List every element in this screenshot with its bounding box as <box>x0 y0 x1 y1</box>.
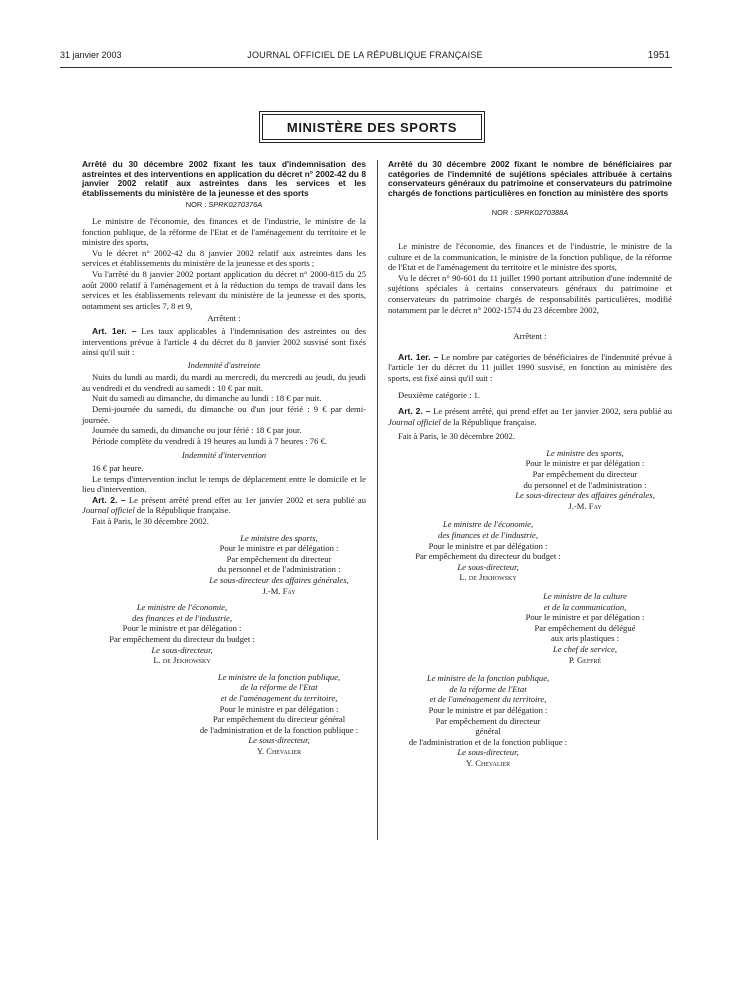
right-fait: Fait à Paris, le 30 décembre 2002. <box>398 431 515 442</box>
left-signature-sports: Le ministre des sports, Pour le ministre et par délégation : Par empêchement du directeur du personnel et de l'administration : Le sous-directeur des affaires générales, J.-M. Fay <box>209 532 349 596</box>
left-article-1: Art. 1er. – Les taux applicables à l'indemnisation des astreintes ou des interventions prévue à l'article 4 du décret du 8 janvier 2002 susvisé sont fixés ainsi qu'il suit : <box>82 325 366 358</box>
right-column <box>388 160 672 769</box>
right-article-1: Art. 1er. – Le nombre par catégories de bénéficiaires de l'indemnité prévue à l'article 1er du décret du 11 juillet 1990 susvisé, en fonction au ministère des sports, est fixé ainsi qu'il suit : <box>388 351 672 383</box>
left-astreinte-2: Nuit du samedi au dimanche, du dimanche au lundi : 18 € par nuit. <box>92 393 322 404</box>
right-signature-sports: Le ministre des sports, Pour le ministre et par délégation : Par empêchement du directeur du personnel et de l'administration : Le sous-directeur des affaires générales, J.-M. Fay <box>515 447 655 511</box>
right-signature-fonction-publique: Le ministre de la fonction publique, de la réforme de l'Etat et de l'aménagement du territoire, Pour le ministre et par délégation : Par empêchement du directeur général de l'administration et de la fonction publique : Le sous-directeur, Y. Chevalier <box>408 673 568 768</box>
left-visa-2: Vu l'arrêté du 8 janvier 2002 portant application du décret n° 2000-815 du 25 août 2000 relatif à l'aménagement et à la réduction du temps de travail dans les services et les établissements relevant du ministère de la jeunesse et des sports, notamment ses articles 7, 8 et 9, <box>82 268 366 311</box>
issue-date: 31 janvier 2003 <box>60 50 122 60</box>
right-nor: NOR : SPRK0270388A <box>491 208 569 218</box>
left-astreinte-5: Période complète du vendredi à 19 heures au lundi à 7 heures : 76 €. <box>92 435 328 446</box>
left-nor-code: SPRK0270376A <box>208 200 263 210</box>
left-astreinte-4: Journée du samedi, du dimanche ou jour férié : 18 € par jour. <box>92 425 302 436</box>
left-subheading-intervention: Indemnité d'intervention <box>181 450 267 461</box>
left-intervention-2: Le temps d'intervention inclut le temps de déplacement entre le domicile et le lieu d'intervention. <box>82 473 366 495</box>
left-nor: NOR : SPRK0270376A <box>185 200 263 210</box>
left-visa-1: Vu le décret n° 2002-42 du 8 janvier 2002 relatif aux astreintes dans les services et établissements du ministère de la jeunesse et des sports ; <box>82 247 366 269</box>
journal-title: JOURNAL OFFICIEL DE LA RÉPUBLIQUE FRANÇAISE <box>247 50 483 60</box>
left-preamble: Le ministre de l'économie, des finances et de l'industrie, le ministre de la fonction publique, de la réforme de l'Etat et de l'aménagement du territoire et le ministre des sports, <box>82 215 366 248</box>
right-preamble: Le ministre de l'économie, des finances et de l'industrie, le ministre de la culture et de la communication, le ministre de la fonction publique, de la réforme de l'Etat et de l'aménagement du territoire et le ministre des sports, <box>388 240 672 273</box>
left-intervention-1: 16 € par heure. <box>92 463 144 474</box>
left-signature-economie: Le ministre de l'économie, des finances et de l'industrie, Pour le ministre et par délégation : Par empêchement du directeur du budget : Le sous-directeur, L. de Jekhowsky <box>109 602 255 666</box>
right-signature-culture: Le ministre de la culture et de la communication, Pour le ministre et par délégation : Par empêchement du délégué aux arts plastiques : Le chef de service, P. Geffré <box>525 591 645 665</box>
right-visa-1: Vu le décret n° 90-601 du 11 juillet 1990 portant attribution d'une indemnité de sujétions spéciales à certains conservateurs généraux du patrimoine et conservateurs du patrimoine chargés de responsabilités particulières, modifié notamment par le décret n° 2002-1574 du 23 décembre 2002, <box>388 272 672 315</box>
right-article-2: Art. 2. – Le présent arrêté, qui prend effet au 1er janvier 2002, sera publié au Journal officiel de la République française. <box>388 406 672 427</box>
left-arretent: Arrêtent : <box>207 313 241 324</box>
column-divider <box>377 160 378 840</box>
ministry-heading: MINISTÈRE DES SPORTS <box>262 114 482 140</box>
page-header <box>60 50 670 66</box>
left-column <box>82 160 366 756</box>
right-signature-economie: Le ministre de l'économie, des finances et de l'industrie, Pour le ministre et par délégation : Par empêchement du directeur du budget : Le sous-directeur, L. de Jekhowsky <box>415 519 561 583</box>
right-categorie: Deuxième catégorie : 1. <box>398 389 481 400</box>
right-decree-title: Arrêté du 30 décembre 2002 fixant le nombre de bénéficiaires par catégories de l'indemnité de sujétions spéciales attribuée à certains conservateurs généraux du patrimoine et conservateurs du patrimoine chargés de fonctions particulières en fonction au ministère des sports <box>388 159 672 198</box>
page-number: 1951 <box>647 50 670 61</box>
left-astreinte-1: Nuits du lundi au mardi, du mardi au mercredi, du mercredi au jeudi, du jeudi au vendredi et du vendredi au samedi : 10 € par nuit. <box>82 372 366 393</box>
right-arretent: Arrêtent : <box>513 331 547 342</box>
left-article-2: Art. 2. – Le présent arrêté prend effet au 1er janvier 2002 et sera publié au Journal officiel de la République française. <box>82 494 366 516</box>
header-rule <box>60 67 672 68</box>
left-fait: Fait à Paris, le 30 décembre 2002. <box>92 516 209 526</box>
left-astreinte-3: Demi-journée du samedi, du dimanche ou d'un jour férié : 9 € par demi-journée. <box>82 404 366 425</box>
right-nor-code: SPRK0270388A <box>514 208 569 218</box>
left-subheading-astreinte: Indemnité d'astreinte <box>187 359 261 370</box>
left-decree-title: Arrêté du 30 décembre 2002 fixant les taux d'indemnisation des astreintes et des interventions en application du décret n° 2002-42 du 8 janvier 2002 relatif aux astreintes dans les services et les établissements du ministère de la jeunesse et des sports <box>82 159 366 198</box>
left-signature-fonction-publique: Le ministre de la fonction publique, de la réforme de l'Etat et de l'aménagement du territoire, Pour le ministre et par délégation : Par empêchement du directeur général de l'administration et de la fonction publique : Le sous-directeur, Y. Chevalier <box>199 671 359 756</box>
